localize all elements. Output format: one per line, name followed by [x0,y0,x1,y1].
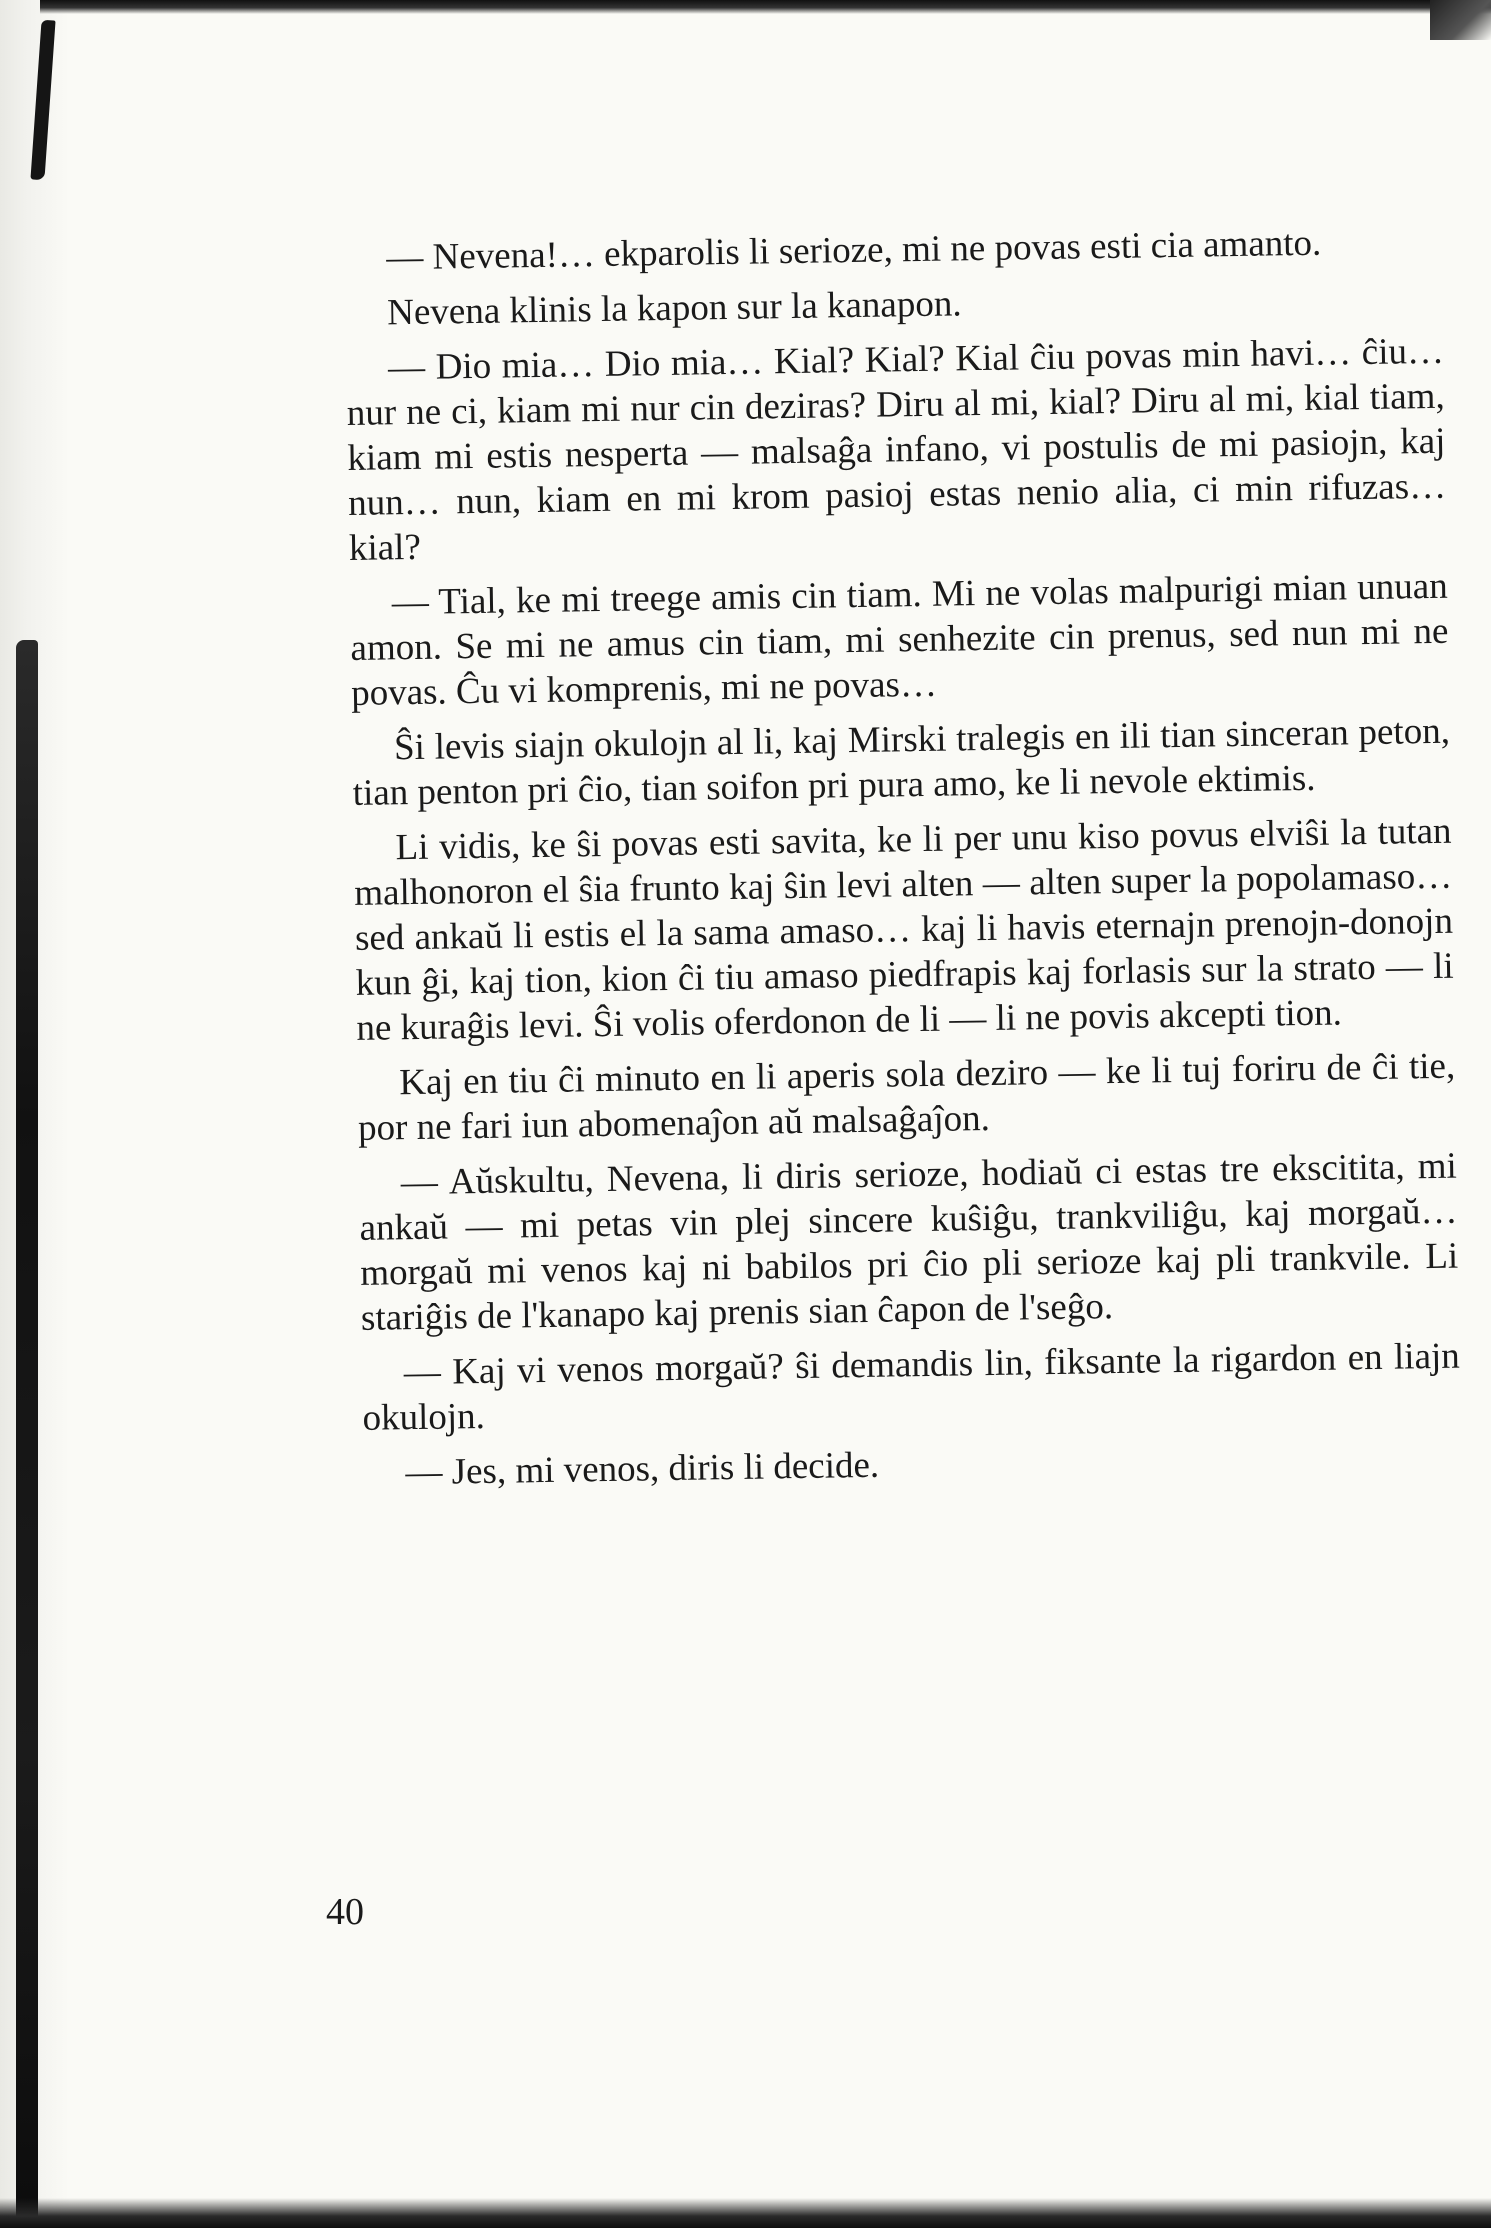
paragraph: — Jes, mi venos, diris li decide. [405,1444,880,1494]
scan-left-edge [16,640,38,2228]
scan-corner-shadow [1430,0,1491,40]
paragraph: — Dio mia… Dio mia… Kial? Kial? Kial ĉiu povas min havi… ĉiu… nur ne ci, kiam mi nur cin deziras? Diru al mi, kial? Diru al mi, kial tiam, kiam mi estis nesperta — malsaĝa infano, vi postulis de mi pasiojn, kaj nun… nun, kiam en mi krom pasioj estas nenio alia, ci min rifuzas… kial? [346,330,1447,569]
paragraph: — Aŭskultu, Nevena, li diris serioze, hodiaŭ ci estas tre ekscitita, mi ankaŭ — mi petas vin plej sincere kuŝiĝu, trankviliĝu, kaj morgaŭ… morgaŭ mi venos kaj ni babilos pri ĉio pli serioze kaj pli trankvile. Li stariĝis de l'kanapo kaj prenis sian ĉapon de l'seĝo. [359,1145,1459,1339]
paragraph: — Kaj vi venos morgaŭ? ŝi demandis lin, fiksante la rigardon en liajn okulojn. [362,1335,1461,1439]
scan-top-edge [40,0,1491,14]
page-number: 40 [326,1891,364,1933]
paragraph: Kaj en tiu ĉi minuto en li aperis sola deziro — ke li tuj foriru de ĉi tie, por ne fari iun abomenaĵon aŭ malsaĝaĵon. [357,1045,1456,1149]
body-text [344,219,1462,1506]
scan-bottom-edge [0,2198,1491,2228]
paragraph: Li vidis, ke ŝi povas esti savita, ke li per unu kiso povus elviŝi la tutan malhonoron el ŝia frunto kaj ŝin levi alten — alten super la popolamaso… sed ankaŭ li estis el la sama amaso… kaj li havis eternajn prenojn-donojn kun ĝi, kaj tion, kion ĉi tiu amaso piedfrapis kaj forlasis sur la strato — li ne kuraĝis levi. Ŝi volis oferdonon de li — li ne povis akcepti tion. [354,810,1454,1049]
paragraph: Nevena klinis la kapon sur la kanapon. [386,283,962,334]
paragraph: — Tial, ke mi treege amis cin tiam. Mi ne volas malpurigi mian unuan amon. Se mi ne amus cin tiam, mi senhezite cin prenus, sed nun mi ne povas. Ĉu vi komprenis, mi ne povas… [350,565,1449,714]
paragraph: — Nevena!… ekparolis li serioze, mi ne povas esti cia amanto. [386,222,1322,279]
paragraph: Ŝi levis siajn okulojn al li, kaj Mirski tralegis en ili tian sinceran peton, tian penton pri ĉio, tian soifon pri pura amo, ke li nevole ektimis. [352,710,1451,814]
